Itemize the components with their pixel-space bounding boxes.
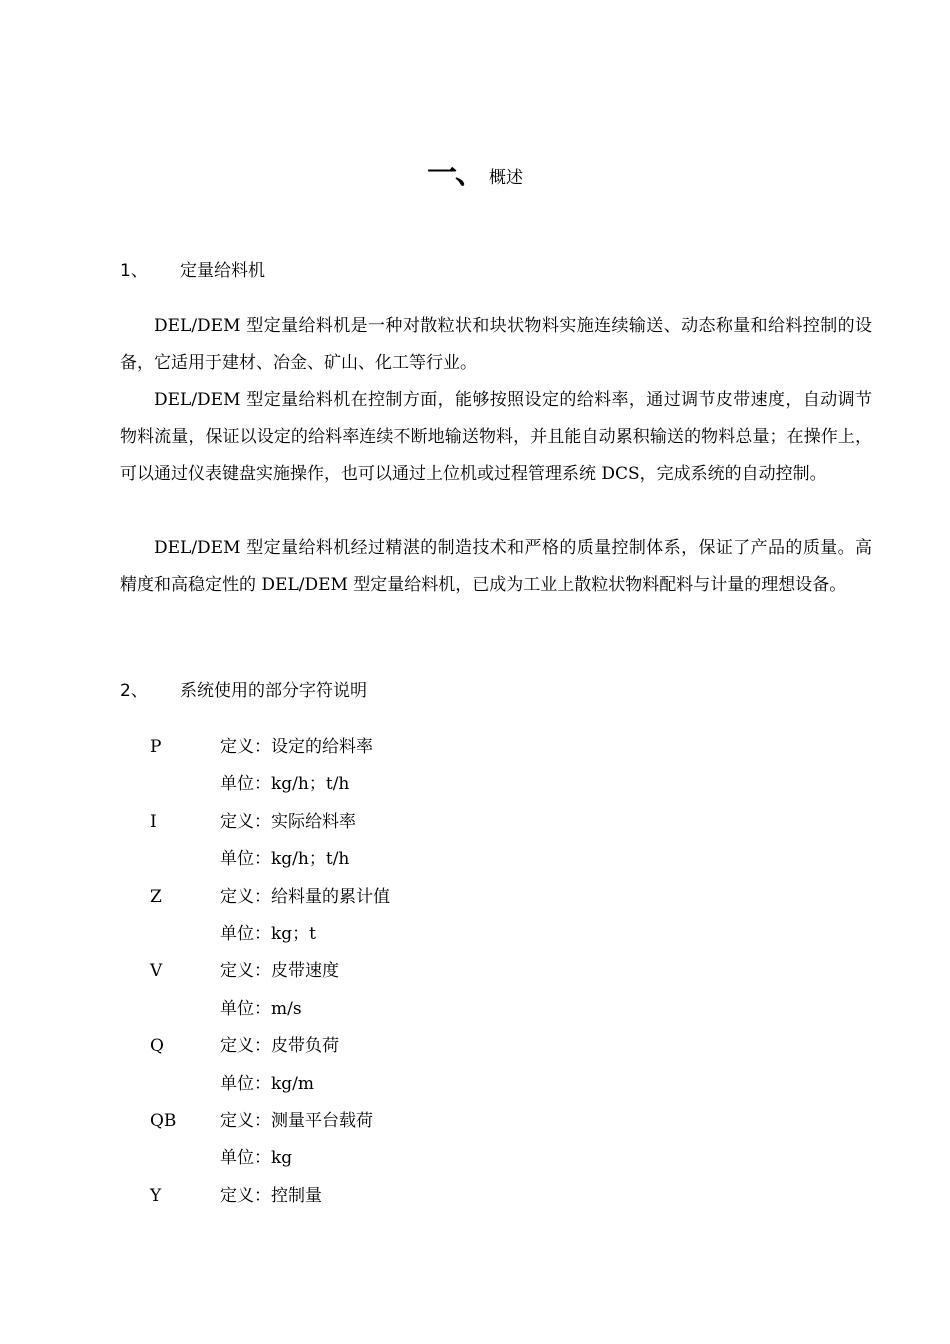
definition-text: 定义：控制量	[220, 1185, 322, 1206]
symbol: P	[150, 737, 162, 757]
section-title: 定量给料机	[180, 261, 265, 281]
definition-text: 定义：皮带负荷	[220, 1036, 339, 1057]
symbol: Q	[150, 1036, 164, 1057]
unit-text: 单位：kg/m	[220, 1073, 315, 1094]
unit-text: 单位：kg/h；t/h	[220, 849, 350, 870]
unit-text: 单位：kg/h；t/h	[220, 774, 350, 795]
paragraph-2: DEL/DEM 型定量给料机在控制方面，能够按照设定的给料率，通过调节皮带速度，自动调节物料流量，保证以设定的给料率连续不断地输送物料，并且能自动累积输送的物料总量；在操作上，可以通过仪表键盘实施操作，也可以通过上位机或过程管理系统 DCS，完成系统的自动控制。	[120, 390, 872, 485]
unit-text: 单位：kg	[220, 1148, 293, 1169]
section-heading-2	[120, 676, 367, 701]
symbol: V	[150, 961, 163, 982]
definition-text: 定义：给料量的累计值	[220, 886, 390, 907]
chapter-heading	[0, 148, 950, 192]
definition-text: 定义：皮带速度	[220, 961, 339, 982]
symbol: Z	[150, 886, 162, 907]
chapter-number: 一、	[427, 156, 483, 191]
paragraph-3: DEL/DEM 型定量给料机经过精湛的制造技术和严格的质量控制体系，保证了产品的质量。高精度和高稳定性的 DEL/DEM 型定量给料机，已成为工业上散粒状物料配料与计量的理想设备。	[120, 538, 872, 596]
symbol: QB	[150, 1110, 177, 1131]
paragraph-1: DEL/DEM 型定量给料机是一种对散粒状和块状物料实施连续输送、动态称量和给料控制的设备，它适用于建材、冶金、矿山、化工等行业。	[120, 316, 872, 374]
section-title: 系统使用的部分字符说明	[180, 681, 367, 701]
section-number: 2、	[120, 681, 148, 701]
unit-text: 单位：kg；t	[220, 923, 317, 944]
symbol: I	[150, 811, 157, 832]
section-number: 1、	[120, 261, 148, 281]
definition-text: 定义：设定的给料率	[220, 737, 373, 757]
chapter-title: 概述	[489, 168, 523, 188]
section-heading-1	[120, 256, 265, 281]
definition-text: 定义：测量平台载荷	[220, 1110, 373, 1131]
unit-text: 单位：m/s	[220, 998, 302, 1019]
symbol: Y	[150, 1185, 162, 1206]
definition-text: 定义：实际给料率	[220, 811, 356, 832]
